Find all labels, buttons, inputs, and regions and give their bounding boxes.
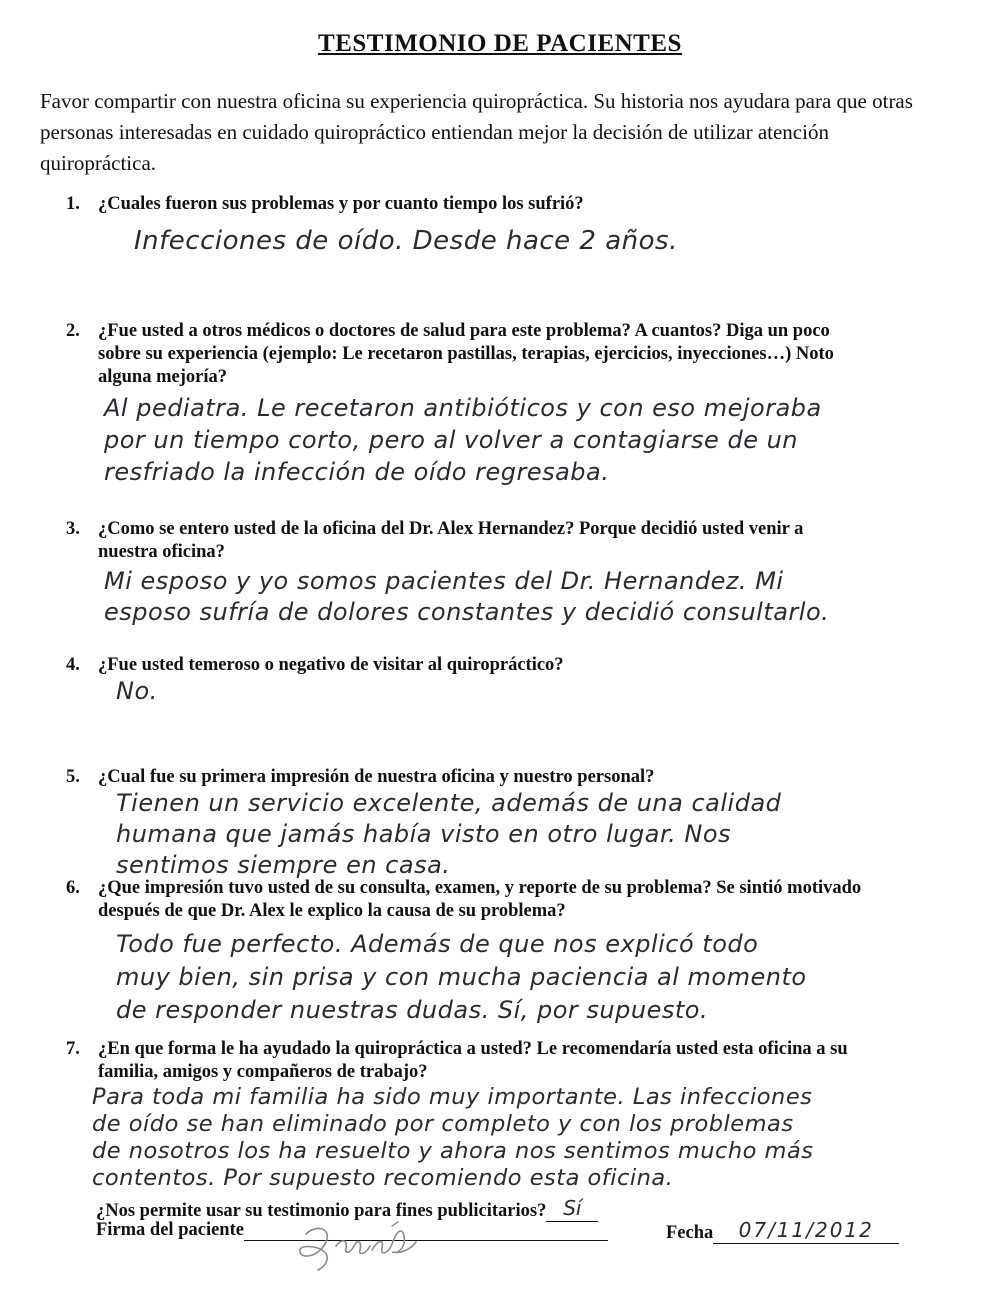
- handwritten-answer-line: humana que jamás había visto en otro lugar. Nos: [116, 820, 732, 848]
- answer-7: [92, 1084, 972, 1192]
- handwritten-answer-line: Todo fue perfecto. Además de que nos explicó todo: [116, 930, 759, 958]
- question-number: 4.: [66, 655, 80, 675]
- question-text: ¿Como se entero usted de la oficina del Dr. Alex Hernandez? Porque decidió usted venir a: [98, 519, 804, 539]
- question-text: ¿Cual fue su primera impresión de nuestra oficina y nuestro personal?: [98, 767, 655, 787]
- question-text: ¿Que impresión tuvo usted de su consulta, examen, y reporte de su problema? Se sintió motivado: [98, 878, 862, 898]
- question-number: 2.: [66, 321, 80, 341]
- question-5: [66, 766, 926, 789]
- question-text: después de que Dr. Alex le explico la causa de su problema?: [98, 901, 566, 921]
- question-1: [66, 193, 926, 216]
- question-text: ¿En que forma le ha ayudado la quiropráctica a usted? Le recomendaría usted esta oficina a su: [98, 1039, 848, 1059]
- question-text: familia, amigos y compañeros de trabajo?: [98, 1062, 428, 1082]
- handwritten-answer-line: muy bien, sin prisa y con mucha paciencia al momento: [116, 963, 807, 991]
- question-4: [66, 654, 926, 677]
- question-6: [66, 877, 926, 923]
- question-number: 7.: [66, 1039, 80, 1059]
- question-text: alguna mejoría?: [98, 367, 227, 387]
- question-number: 5.: [66, 767, 80, 787]
- handwritten-answer-line: de oído se han eliminado por completo y con los problemas: [92, 1111, 794, 1137]
- handwritten-answer-line: Tienen un servicio excelente, además de una calidad: [116, 789, 782, 817]
- handwritten-answer-line: contentos. Por supuesto recomiendo esta oficina.: [92, 1165, 674, 1191]
- handwritten-answer-line: Al pediatra. Le recetaron antibióticos y con eso mejoraba: [104, 394, 822, 422]
- intro-paragraph: Favor compartir con nuestra oficina su experiencia quiropráctica. Su historia nos ayudara para que otras personas interesadas en cuidado quiropráctico entiendan mejor la decisión de utilizar atención quiropráctica.: [40, 89, 913, 175]
- signature-label: Firma del paciente: [96, 1220, 244, 1240]
- answer-6: [116, 928, 996, 1027]
- answer-5: [116, 788, 996, 881]
- handwritten-answer-line: sentimos siempre en casa.: [116, 851, 451, 879]
- handwritten-answer-line: de responder nuestras dudas. Sí, por supuesto.: [116, 996, 709, 1024]
- date-label: Fecha: [666, 1223, 714, 1243]
- handwritten-answer-line: Infecciones de oído. Desde hace 2 años.: [134, 226, 678, 256]
- answer-4: [116, 676, 996, 707]
- question-2: [66, 320, 926, 389]
- publicity-permission: [96, 1196, 598, 1222]
- question-text: ¿Cuales fueron sus problemas y por cuanto tiempo los sufrió?: [98, 194, 584, 214]
- permission-answer: Sí: [563, 1196, 582, 1220]
- question-text: ¿Fue usted temeroso o negativo de visitar al quiropráctico?: [98, 655, 564, 675]
- handwritten-answer-line: resfriado la infección de oído regresaba.: [104, 458, 610, 486]
- handwritten-answer-line: Para toda mi familia ha sido muy importante. Las infecciones: [92, 1084, 813, 1110]
- question-text: ¿Fue usted a otros médicos o doctores de salud para este problema? A cuantos? Diga un poco: [98, 321, 830, 341]
- patient-signature-scribble: [292, 1220, 442, 1276]
- date-row: [666, 1218, 899, 1244]
- answer-3: [104, 566, 984, 628]
- permission-answer-field: [546, 1196, 598, 1222]
- question-text: nuestra oficina?: [98, 542, 225, 562]
- page-title: TESTIMONIO DE PACIENTES: [318, 30, 682, 57]
- handwritten-answer-line: por un tiempo corto, pero al volver a contagiarse de un: [104, 426, 799, 454]
- question-text: sobre su experiencia (ejemplo: Le recetaron pastillas, terapias, ejercicios, inyecciones…) Noto: [98, 344, 834, 364]
- question-7: [66, 1038, 926, 1084]
- handwritten-answer-line: esposo sufría de dolores constantes y decidió consultarlo.: [104, 598, 830, 626]
- handwritten-answer-line: No.: [116, 677, 158, 705]
- handwritten-answer-line: Mi esposo y yo somos pacientes del Dr. Hernandez. Mi: [104, 567, 784, 595]
- question-number: 6.: [66, 878, 80, 898]
- question-3: [66, 518, 926, 564]
- date-value: 07/11/2012: [738, 1218, 874, 1242]
- handwritten-answer-line: de nosotros los ha resuelto y ahora nos sentimos mucho más: [92, 1138, 814, 1164]
- answer-2: [104, 392, 984, 488]
- date-field: [713, 1218, 899, 1244]
- question-number: 1.: [66, 194, 80, 214]
- answer-1: [134, 226, 1000, 257]
- question-number: 3.: [66, 519, 80, 539]
- permission-label: ¿Nos permite usar su testimonio para fines publicitarios?: [96, 1201, 547, 1221]
